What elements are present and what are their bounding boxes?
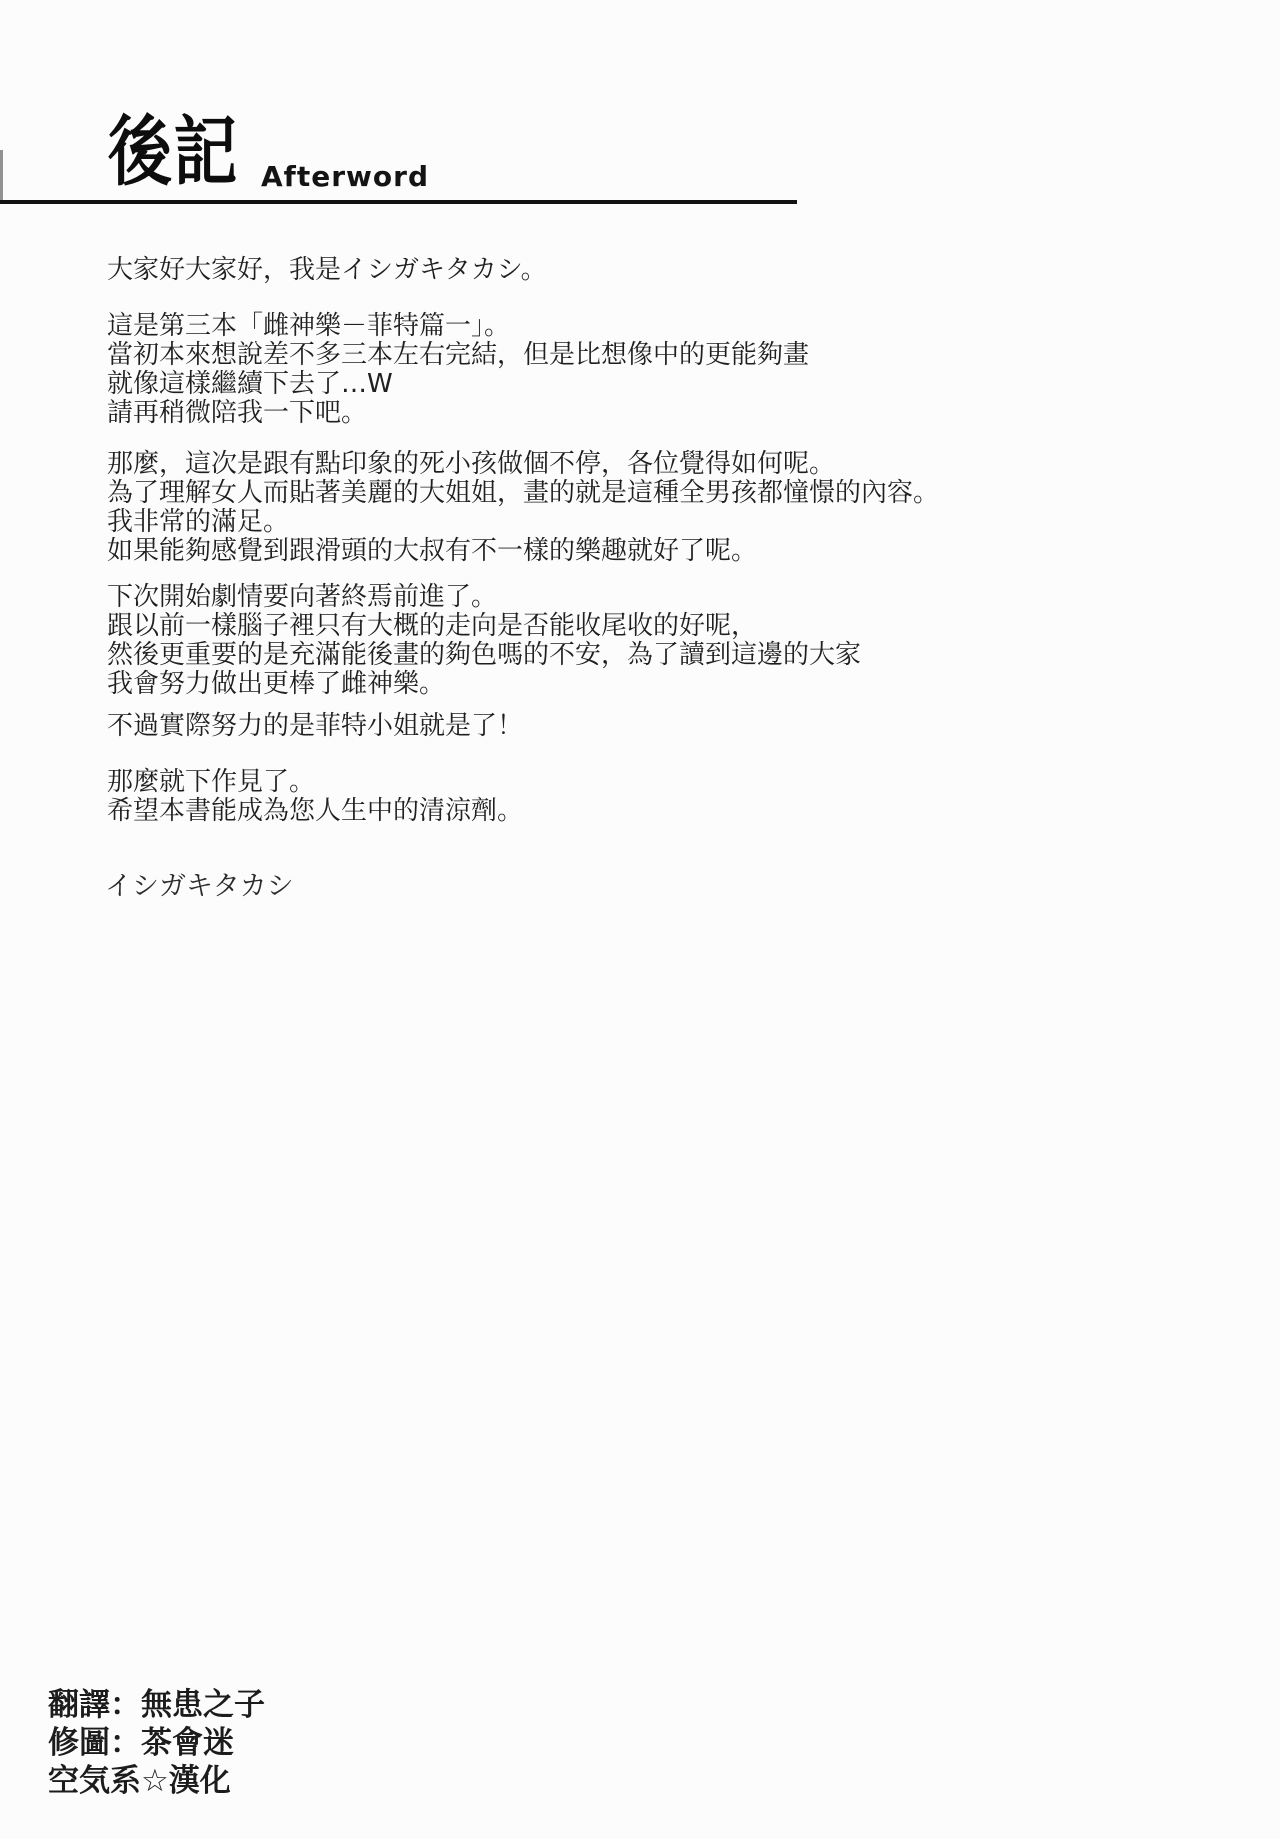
paragraph-joke bbox=[107, 712, 523, 741]
afterword-line: 那麼就下作見了。 bbox=[107, 767, 316, 797]
paragraph-farewell bbox=[107, 768, 523, 826]
paragraph-volume-intro bbox=[107, 312, 809, 428]
afterword-line: 為了理解女人而貼著美麗的大姐姐，畫的就是這種全男孩都憧憬的內容。 bbox=[107, 478, 940, 508]
credit-group: 空気系☆漢化 bbox=[48, 1763, 231, 1799]
afterword-line: 如果能夠感覺到跟滑頭的大叔有不一樣的樂趣就好了呢。 bbox=[107, 536, 758, 566]
afterword-line: 希望本書能成為您人生中的清涼劑。 bbox=[107, 796, 524, 826]
afterword-line: 我非常的滿足。 bbox=[107, 507, 290, 537]
author-signature: イシガキタカシ bbox=[105, 871, 294, 902]
credit-editor: 修圖：茶會迷 bbox=[48, 1725, 234, 1761]
afterword-line: 下次開始劇情要向著終焉前進了。 bbox=[107, 582, 498, 612]
page-title: 後記 bbox=[108, 107, 240, 196]
afterword-line: 這是第三本「雌神樂－菲特篇一」。 bbox=[107, 311, 511, 341]
header-divider bbox=[0, 200, 797, 204]
afterword-line: 那麼，這次是跟有點印象的死小孩做個不停，各位覺得如何呢。 bbox=[107, 449, 836, 479]
afterword-line: 跟以前一樣腦子裡只有大概的走向是否能收尾收的好呢， bbox=[107, 611, 758, 641]
paragraph-greeting bbox=[107, 256, 547, 285]
credit-translator: 翻譯：無患之子 bbox=[48, 1687, 265, 1723]
afterword-line: 請再稍微陪我一下吧。 bbox=[107, 398, 368, 428]
afterword-line: 然後更重要的是充滿能後畫的夠色嗎的不安，為了讀到這邊的大家 bbox=[107, 640, 862, 670]
afterword-line: 不過實際努力的是菲特小姐就是了！ bbox=[107, 711, 524, 741]
afterword-line: 當初本來想說差不多三本左右完結，但是比想像中的更能夠畫 bbox=[107, 340, 810, 370]
page-title-english: Afterword bbox=[261, 160, 429, 193]
scan-edge-artifact bbox=[0, 150, 3, 200]
afterword-line: 我會努力做出更棒了雌神樂。 bbox=[107, 669, 446, 699]
afterword-line: 大家好大家好，我是イシガキタカシ。 bbox=[107, 255, 547, 285]
paragraph-this-volume bbox=[107, 450, 939, 566]
translation-credits bbox=[48, 1686, 265, 1800]
paragraph-next-volume bbox=[107, 583, 861, 699]
afterword-line: 就像這樣繼續下去了…W bbox=[107, 369, 393, 399]
